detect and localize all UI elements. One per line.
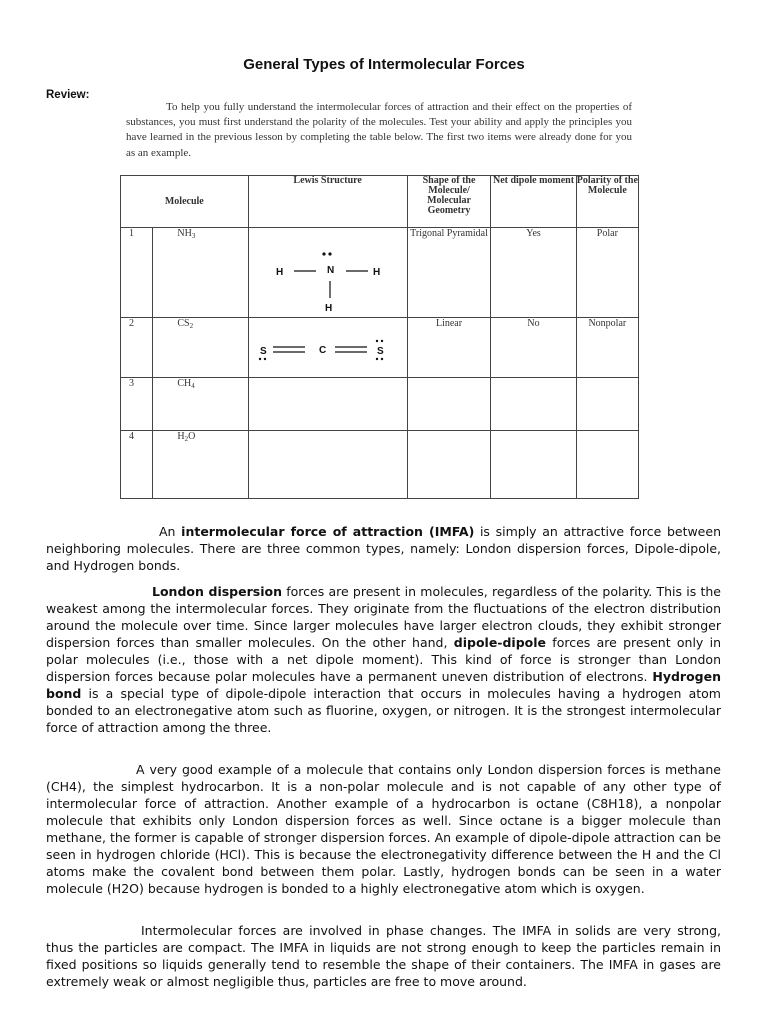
- polarity-cell: Polar: [576, 228, 638, 318]
- review-label: Review:: [46, 89, 90, 101]
- intro-text: To help you fully understand the intermolecular forces of attraction and their effect on the properties of substances, you must first understand the polarity of the molecules. Test your ability and apply the principles you have learned in the previous lesson by completing the table below. The first two items were already done for you as an example.: [126, 101, 632, 159]
- molecule-cell: $NH_3$: [153, 228, 248, 318]
- lewis-h-right-label: H: [372, 267, 380, 278]
- lewis-c-label: C: [318, 345, 326, 356]
- lewis-empty: [248, 378, 407, 431]
- polarity-cell: Nonpolar: [576, 318, 638, 378]
- table-row: [121, 228, 639, 318]
- lewis-cs2: [248, 318, 407, 378]
- row-number: 4: [121, 431, 153, 499]
- dipole-cell: Yes: [491, 228, 576, 318]
- shape-cell: Trigonal Pyramidal: [407, 228, 491, 318]
- paragraph-imfa-definition: An intermolecular force of attraction (IMFA) is simply an attractive force between neighboring molecules. There are three common types, namely: London dispersion forces, Dipole-dipole, and Hydrogen bonds.: [46, 524, 721, 573]
- lewis-nh3: [248, 228, 407, 318]
- row-number: 1: [121, 228, 153, 318]
- paragraph-types-of-forces: London dispersion forces are present in molecules, regardless of the polarity. This is the weakest among the intermolecular forces. They originate from the fluctuations of the electron distribution around the molecule over time. Since larger molecules have larger electron clouds, they exhibit stronger dispersion forces than smaller molecules. On the other hand, dipole-dipole forces are present only in polar molecules (i.e., those with a net dipole moment). This kind of force is stronger than London dispersion forces because polar molecules have a permanent uneven distribution of electrons. Hydrogen bond is a special type of dipole-dipole interaction that occurs in molecules having a hydrogen atom bonded to an electronegative atom such as fluorine, oxygen, or nitrogen. It is the strongest intermolecular force of attraction among the three.: [46, 584, 721, 735]
- shape-cell: Linear: [407, 318, 491, 378]
- page-title: General Types of Intermolecular Forces: [243, 56, 525, 73]
- table-row: [121, 318, 639, 378]
- header-lewis: Lewis Structure: [248, 176, 407, 228]
- dipole-cell: No: [491, 318, 576, 378]
- molecule-cell: $CS_2$: [153, 318, 248, 378]
- row-number: 3: [121, 378, 153, 431]
- header-dipole: Net dipole moment: [491, 176, 576, 228]
- shape-cell: [407, 431, 491, 499]
- molecule-cell: $H_2O$: [153, 431, 248, 499]
- table-row: [121, 378, 639, 431]
- header-shape: Shape of the Molecule/ Molecular Geometry: [407, 176, 491, 228]
- review-table: [120, 175, 639, 499]
- paragraph-examples: A very good example of a molecule that contains only London dispersion forces is methane (CH4), the simplest hydrocarbon. It is a non-polar molecule and is not capable of any other type of intermolecular force of attraction. Another example of a hydrocarbon is octane (C8H18), a nonpolar molecule that exhibits only London dispersion forces as well. Since octane is a bigger molecule than methane, the former is capable of stronger dispersion forces. An example of dipole-dipole attraction can be seen in hydrogen chloride (HCl). This is because the electronegativity difference between the H and the Cl atoms make the covalent bond between them polar. Lastly, hydrogen bonds can be seen in a water molecule (H2O) because hydrogen is bonded to a highly electronegative atom which is oxygen.: [46, 762, 721, 896]
- lewis-empty: [248, 431, 407, 499]
- polarity-cell: [576, 431, 638, 499]
- dipole-cell: [491, 431, 576, 499]
- header-molecule: Molecule: [121, 176, 249, 228]
- row-number: 2: [121, 318, 153, 378]
- dipole-cell: [491, 378, 576, 431]
- cs2-structure-diagram: [249, 318, 411, 378]
- lewis-s-left-label: S: [259, 346, 267, 357]
- lewis-h-bottom-label: H: [324, 303, 332, 314]
- polarity-cell: [576, 378, 638, 431]
- review-instructions: [120, 100, 640, 161]
- molecule-cell: $CH_4$: [153, 378, 248, 431]
- table-header-row: [121, 176, 639, 228]
- table-row: [121, 431, 639, 499]
- nh3-structure-diagram: [249, 228, 411, 318]
- lewis-n-label: N: [326, 265, 334, 276]
- lewis-s-right-label: S: [376, 346, 384, 357]
- header-polarity: Polarity of the Molecule: [576, 176, 638, 228]
- lewis-h-left-label: H: [275, 267, 283, 278]
- shape-cell: [407, 378, 491, 431]
- paragraph-phase-changes: Intermolecular forces are involved in phase changes. The IMFA in solids are very strong, thus the particles are compact. The IMFA in liquids are not strong enough to keep the particles remain in fixed positions so liquids generally tend to resemble the shape of their containers. The IMFA in gases are extremely weak or almost negligible thus, particles are free to move around.: [46, 923, 721, 989]
